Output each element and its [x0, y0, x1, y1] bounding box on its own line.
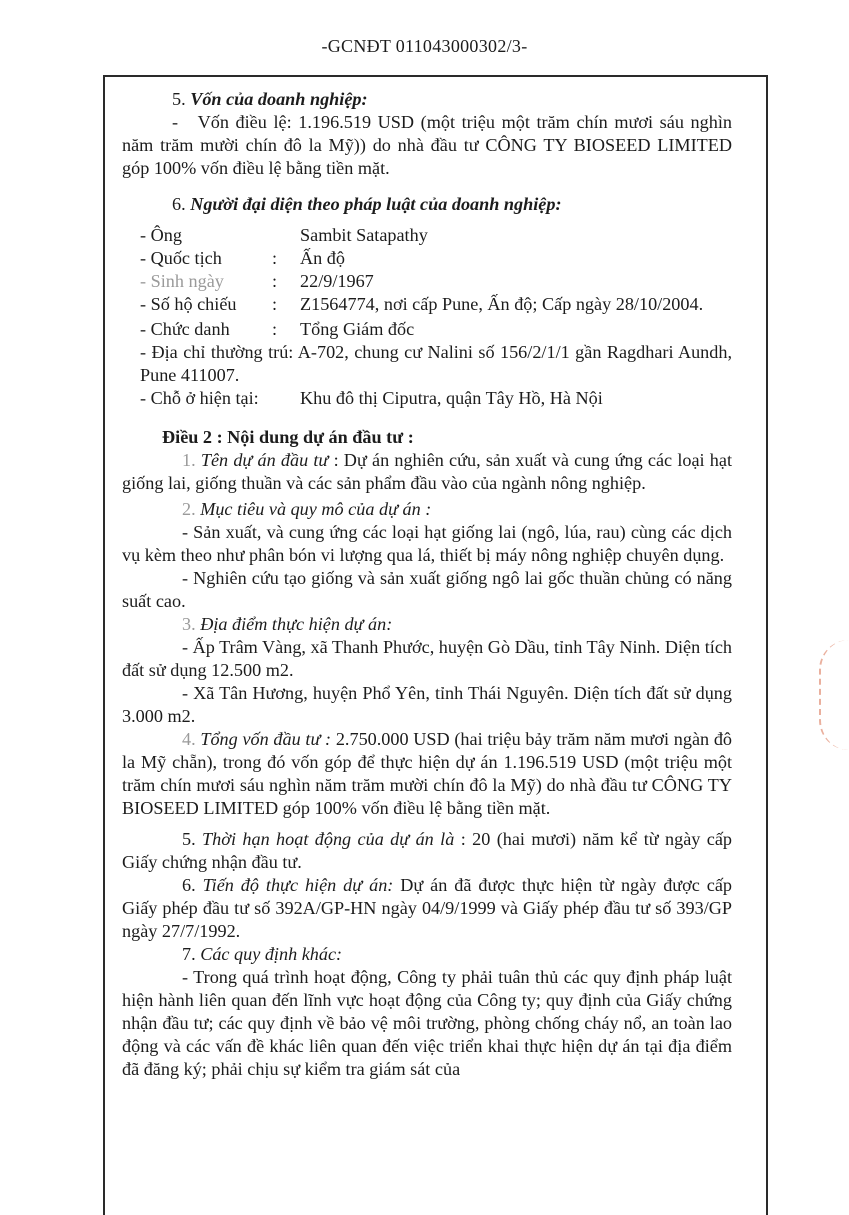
rep-address: - Địa chỉ thường trú: A-702, chung cư Nalini số 156/2/1/1 gần Ragdhari Aundh, Pune 411007. [140, 342, 732, 385]
item-label: Địa điểm thực hiện dự án: [200, 614, 393, 634]
item-1: 1. Tên dự án đầu tư : Dự án nghiên cứu, sản xuất và cung ứng các loại hạt giống lai, giống thuần và các sản phẩm đầu vào của ngành nông nghiệp. [122, 450, 732, 493]
item-2-b: - Nghiên cứu tạo giống và sản xuất giống ngô lai gốc thuần chủng có năng suất cao. [122, 568, 732, 611]
item-3-title: 3. Địa điểm thực hiện dự án: [182, 614, 393, 634]
section-title: Vốn của doanh nghiệp: [190, 89, 368, 109]
section-number: 6. [172, 194, 186, 214]
item-label: Các quy định khác: [200, 944, 343, 964]
article-2-title: Điều 2 : Nội dung dự án đầu tư : [162, 427, 414, 447]
rep-row-residence: - Chỗ ở hiện tại: Khu đô thị Ciputra, quận Tây Hồ, Hà Nội [140, 388, 603, 408]
document-body [122, 88, 732, 1081]
item-label: Tiến độ thực hiện dự án: [202, 875, 394, 895]
representative-list [122, 224, 732, 410]
rep-row-nationality: - Quốc tịch : Ấn độ [140, 248, 345, 268]
section-number: 5. [172, 89, 186, 109]
item-7-title: 7. Các quy định khác: [182, 944, 343, 964]
rep-row-name: - Ông Sambit Satapathy [140, 225, 428, 245]
item-label: Mục tiêu và quy mô của dự án : [200, 499, 432, 519]
document-header: -GCNĐT 011043000302/3- [321, 36, 528, 56]
red-stamp-fragment [819, 640, 849, 750]
item-3-a: - Ấp Trâm Vàng, xã Thanh Phước, huyện Gò Dầu, tỉnh Tây Ninh. Diện tích đất sử dụng 12.500 m2. [122, 637, 732, 680]
capital-text: 1.196.519 USD (một triệu một trăm chín mươi sáu nghìn năm trăm mười chín đô la Mỹ)) do nhà đầu tư CÔNG TY BIOSEED LIMITED góp 100% vốn điều lệ bằng tiền mặt. [122, 112, 732, 178]
item-4: 4. Tổng vốn đầu tư : 2.750.000 USD (hai triệu bảy trăm năm mươi ngàn đô la Mỹ chẵn), trong đó vốn góp để thực hiện dự án 1.196.519 USD (một triệu một trăm chín mươi sáu nghìn năm trăm mười chín đô la Mỹ) do nhà đầu tư CÔNG TY BIOSEED LIMITED góp 100% vốn điều lệ bằng tiền mặt. [122, 729, 733, 818]
section-6-title [122, 193, 732, 216]
item-label: Tổng vốn đầu tư : [200, 729, 332, 749]
item-label: Thời hạn hoạt động của dự án là [202, 829, 455, 849]
item-2-title: 2. Mục tiêu và quy mô của dự án : [182, 499, 432, 519]
item-3-b: - Xã Tân Hương, huyện Phổ Yên, tỉnh Thái Nguyên. Diện tích đất sử dụng 3.000 m2. [122, 683, 732, 726]
rep-row-title: - Chức danh : Tổng Giám đốc [140, 319, 415, 339]
item-6: 6. Tiến độ thực hiện dự án: Dự án đã được thực hiện từ ngày được cấp Giấy phép đầu tư số 392A/GP-HN ngày 04/9/1999 và Giấy phép đầu tư số 393/GP ngày 27/7/1992. [122, 875, 732, 941]
section-5-title [122, 88, 732, 111]
item-5: 5. Thời hạn hoạt động của dự án là : 20 (hai mươi) năm kể từ ngày cấp Giấy chứng nhận đầu tư. [122, 829, 732, 872]
item-7-text: - Trong quá trình hoạt động, Công ty phải tuân thủ các quy định pháp luật hiện hành liên quan đến lĩnh vực hoạt động của Công ty; quy định của Giấy chứng nhận đầu tư; các quy định về bảo vệ môi trường, phòng chống cháy nổ, an toàn lao động và các vấn đề khác liên quan đến việc triển khai thực hiện dự án tại địa điểm đã đăng ký; phải chịu sự kiểm tra giám sát của [122, 967, 732, 1079]
capital-paragraph: - Vốn điều lệ: 1.196.519 USD (một triệu một trăm chín mươi sáu nghìn năm trăm mười chín đô la Mỹ)) do nhà đầu tư CÔNG TY BIOSEED LIMITED góp 100% vốn điều lệ bằng tiền mặt. [122, 112, 732, 178]
rep-row-birthdate: - Sinh ngày : 22/9/1967 [140, 271, 374, 291]
section-title: Người đại diện theo pháp luật của doanh nghiệp: [190, 194, 562, 214]
rep-row-passport: - Số hộ chiếu : Z1564774, nơi cấp Pune, Ấn độ; Cấp ngày 28/10/2004. [140, 294, 704, 314]
item-label: Tên dự án đầu tư [200, 450, 329, 470]
item-2-a: - Sản xuất, và cung ứng các loại hạt giống lai (ngô, lúa, rau) cùng các dịch vụ kèm theo như phân bón vi lượng qua lá, thiết bị máy nông nghiệp chuyên dụng. [122, 522, 732, 565]
capital-label: Vốn điều lệ: [197, 112, 292, 132]
